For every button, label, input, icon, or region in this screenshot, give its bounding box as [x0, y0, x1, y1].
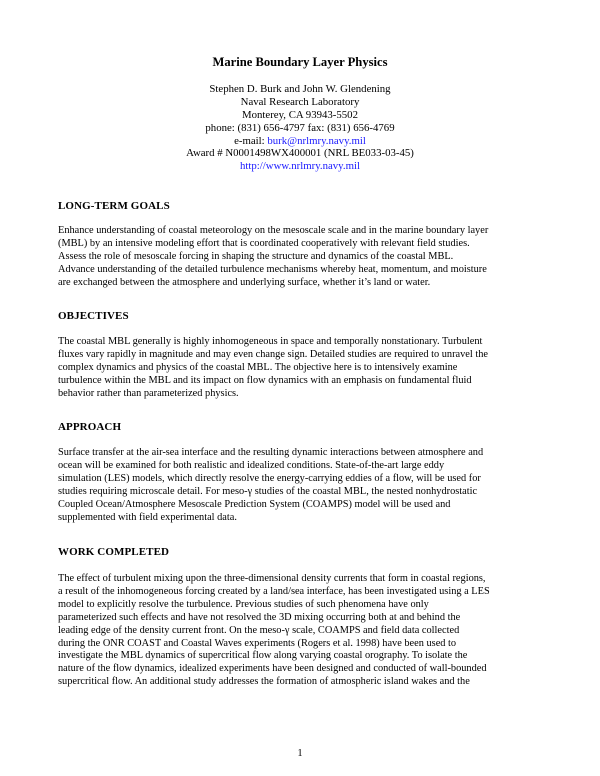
- website-link[interactable]: http://www.nrlmry.navy.mil: [240, 160, 360, 173]
- paragraph-approach: Surface transfer at the air-sea interface and the resulting dynamic interactions between atmosphere and ocean will be examined for both realistic and idealized conditions. State-of-the-art large eddy simulation (LES) models, which directly resolve the energy-carrying eddies of a flow, will be used for studies requiring microscale detail. For meso-γ studies of the coastal MBL, the nested nonhydrostatic Coupled Ocean/Atmosphere Mesoscale Prediction System (COAMPS) model will be used and supplemented with field experimental data.: [58, 447, 484, 523]
- heading-approach: APPROACH: [58, 421, 122, 433]
- email-link[interactable]: burk@nrlmry.navy.mil: [267, 134, 366, 147]
- email-label: e-mail:: [234, 134, 268, 147]
- document-header: [60, 56, 540, 173]
- authors: Stephen D. Burk and John W. Glendening: [209, 82, 391, 95]
- paragraph-objectives: The coastal MBL generally is highly inhomogeneous in space and temporally nonstationary. Turbulent fluxes vary rapidly in magnitude and may even change sign. Detailed studies are required to unravel the complex dynamics and physics of the coastal MBL. The objective here is to intensively examine turbulence within the MBL and its impact on flow dynamics with an emphasis on fundamental fluid behavior rather than parameterized physics.: [58, 336, 488, 399]
- document-title: Marine Boundary Layer Physics: [212, 55, 388, 69]
- address: Monterey, CA 93943-5502: [242, 108, 358, 121]
- heading-work-completed: WORK COMPLETED: [58, 546, 170, 558]
- phone-fax: phone: (831) 656-4797 fax: (831) 656-4769: [205, 121, 395, 134]
- paragraph-long-term-goals: Enhance understanding of coastal meteorology on the mesoscale scale and in the marine boundary layer (MBL) by an intensive modeling effort that is coordinated cooperatively with relevant field studies. Assess the role of mesoscale forcing in shaping the structure and dynamics of the coastal MBL. Advance understanding of the detailed turbulence mechanisms whereby heat, momentum, and moisture are exchanged between the atmosphere and underlying surface, whether it’s land or water.: [58, 225, 489, 288]
- page-number: 1: [297, 748, 303, 759]
- award-number: Award # N0001498WX400001 (NRL BE033-03-45): [186, 147, 414, 160]
- institution: Naval Research Laboratory: [240, 95, 360, 108]
- heading-long-term-goals: LONG-TERM GOALS: [58, 200, 170, 212]
- email-line: [60, 135, 540, 148]
- heading-objectives: OBJECTIVES: [58, 310, 129, 322]
- paragraph-work-completed: The effect of turbulent mixing upon the three-dimensional density currents that form in coastal regions, a result of the inhomogeneous forcing created by a land/sea interface, has been investigated using a LES model to explicitly resolve the turbulence. Previous studies of such phenomena have only parameterized such effects and have not resolved the 3D mixing occurring both at and behind the leading edge of the density current front. On the meso-γ scale, COAMPS and field data collected during the ONR COAST and Coastal Waves experiments (Rogers et al. 1998) have been used to investigate the MBL dynamics of supercritical flow along varying coastal orography. To isolate the nature of the flow dynamics, idealized experiments have been designed and conducted of wall-bounded supercritical flow. An additional study addresses the formation of atmospheric island wakes and the: [58, 573, 490, 688]
